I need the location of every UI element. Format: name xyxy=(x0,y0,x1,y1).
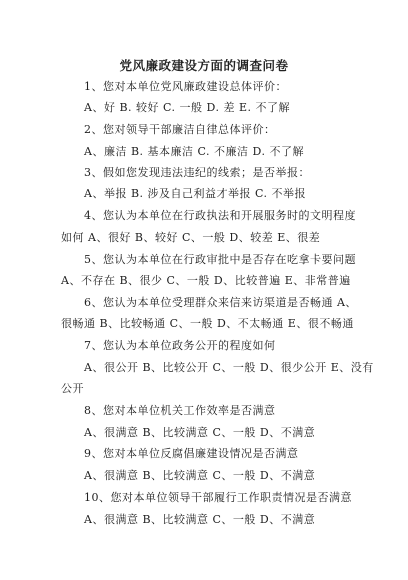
question-10: 10、您对本单位领导干部履行工作职责情况是否满意 xyxy=(84,491,352,504)
question-1: 1、您对本单位党风廉政建设总体评价： xyxy=(84,80,287,93)
answer-options-5: A、不存在 B、很少 C、一般 D、比较普遍 E、非常普遍 xyxy=(61,274,351,287)
question-7: 7、您认为本单位政务公开的程度如何 xyxy=(84,339,276,352)
question-2: 2、您对领导干部廉洁自律总体评价： xyxy=(84,123,276,136)
answer-options-7-continued: 公开 xyxy=(61,382,84,395)
answer-options-8: A、很满意 B、比较满意 C、一般 D、不满意 xyxy=(84,426,316,439)
answer-options-2: A、廉洁 B. 基本廉洁 C. 不廉洁 D. 不了解 xyxy=(84,145,304,158)
answer-options-10: A、很满意 B、比较满意 C、一般 D、不满意 xyxy=(84,513,316,526)
question-3: 3、假如您发现违法违纪的线索；是否举报： xyxy=(84,166,310,179)
question-8: 8、您对本单位机关工作效率是否满意 xyxy=(84,404,276,417)
question-4-continued: 如何 A、很好 B、较好 C、一般 D、较差 E、很差 xyxy=(61,231,321,244)
document-title: 党风廉政建设方面的调查问卷 xyxy=(119,58,289,73)
question-9: 9、您对本单位反腐倡廉建设情况是否满意 xyxy=(84,447,299,460)
answer-options-1: A、好 B. 较好 C. 一般 D. 差 E. 不了解 xyxy=(84,101,290,114)
question-6: 6、您认为本单位受理群众来信来访渠道是否畅通 A、 xyxy=(84,296,357,309)
answer-options-9: A、很满意 B、比较满意 C、一般 D、不满意 xyxy=(84,469,316,482)
answer-options-3: A、举报 B. 涉及自己利益才举报 C. 不举报 xyxy=(84,187,307,200)
question-5: 5、您认为本单位在行政审批中是否存在吃拿卡要问题 xyxy=(84,253,356,266)
answer-options-6: 很畅通 B、比较畅通 C、一般 D、不太畅通 E、很不畅通 xyxy=(61,317,354,330)
question-4: 4、您认为本单位在行政执法和开展服务时的文明程度 xyxy=(84,209,356,222)
answer-options-7: A、很公开 B、比较公开 C、一般 D、很少公开 E、没有 xyxy=(84,361,374,374)
